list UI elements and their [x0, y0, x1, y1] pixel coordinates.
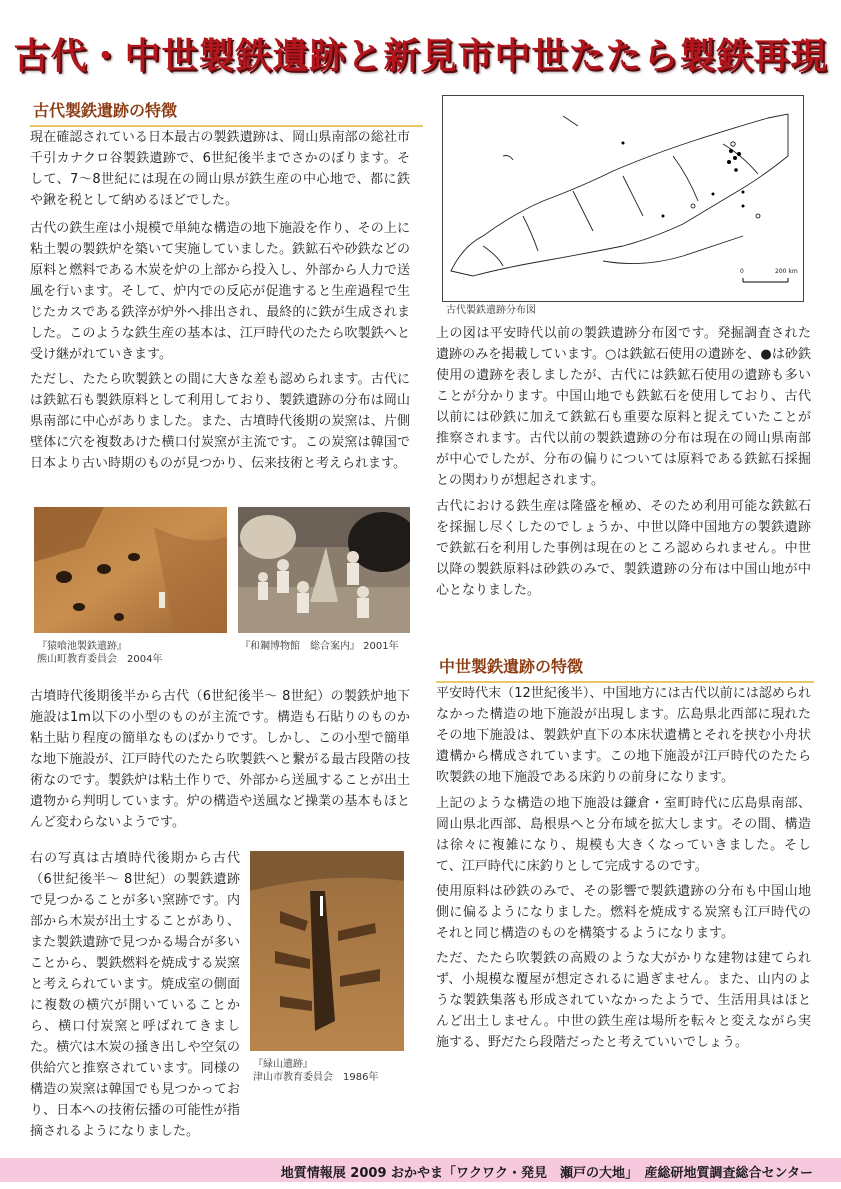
- caption-line: 熊山町教育委員会 2004年: [37, 654, 163, 665]
- map-scale-start: 0: [740, 268, 744, 275]
- paragraph: ただし、たたら吹製鉄との間に大きな差も認められます。古代には鉄鉱石も製鉄原料として利用しており、製鉄遺跡の分布は岡山県南部に中心がありました。また、古墳時代後期の炭窯は、片側壁体に穴を複数あけた横口付炭窯が主流です。この炭窯は韓国で日本より古い時期のものが見つかり、伝来技術と考えられます。: [30, 372, 410, 471]
- iron-site-distribution-map: [442, 95, 804, 302]
- photo-caption: 『和鋼博物館 総合案内』 2001年: [240, 641, 399, 652]
- paragraph: 上の図は平安時代以前の製鉄遺跡分布図です。発掘調査された遺跡のみを掲載しています。○は鉄鉱石使用の遺跡を、●は砂鉄使用の遺跡を表しましたが、古代には鉄鉱石使用の遺跡も多いことが分かります。中国山地でも鉄鉱石を使用しており、古代以前には砂鉄に加えて鉄鉱石も重要な原料と捉えていたことが推察されます。古代以前の製鉄遺跡の分布は現在の岡山県南部が中心でしたが、分布の偏りについては原料である鉄鉱石採掘との関わりが想起されます。: [436, 326, 811, 488]
- paragraph: 使用原料は砂鉄のみで、その影響で製鉄遺跡の分布も中国山地側に偏るようになりました。燃料を焼成する炭窯も江戸時代のそれと同じ構造のものを構築するようになります。: [436, 884, 811, 941]
- footer-text: 地質情報展 2009 おかやま「ワクワク・発見 瀬戸の大地」 産総研地質調査総合センター: [280, 1166, 813, 1181]
- map-caption: 古代製鉄遺跡分布図: [446, 305, 536, 316]
- paragraph: 右の写真は古墳時代後期から古代（6世紀後半～ 8世紀）の製鉄遺跡で見つかることが多い窯跡です。内部から木炭が出土することがあり、また製鉄遺跡で見つかる場合が多いことから、製鉄燃料を焼成する炭窯と考えられています。焼成室の側面に複数の横穴が開いていることから、横口付炭窯と呼ばれてきました。横穴は木炭の掻き出しや空気の供給穴と推察されています。同様の構造の炭窯は韓国でも見つかっており、日本への技術伝播の可能性が指摘されるようになりました。: [30, 851, 240, 1139]
- paragraph: 平安時代末（12世紀後半）、中国地方には古代以前には認められなかった構造の地下施設が出現します。広島県北西部に現れたその地下施設は、製鉄炉直下の本床状遺構とそれを挟む小舟状遺構から構成されています。この地下施設が江戸時代のたたら吹製鉄の地下施設である床釣りの前身になります。: [436, 686, 811, 785]
- photo-wako-museum-diorama: [238, 507, 410, 633]
- photo-sarubami-site: [34, 507, 227, 633]
- photo-midoriyama-site: [250, 851, 404, 1051]
- paragraph: 古代の鉄生産は小規模で単純な構造の地下施設を作り、その上に粘土製の製鉄炉を築いて実施していました。鉄鉱石や砂鉄などの原料と燃料である木炭を炉の上部から投入し、外部から人力で送風を行います。そして、炉内での反応が促進すると生産過程で生じたカスである鉄滓が炉外へ排出され、最終的に鉄が生成されました。このような鉄生産の基本は、江戸時代のたたら吹製鉄へと受け継がれていきます。: [30, 221, 410, 362]
- paragraph: 上記のような構造の地下施設は鎌倉・室町時代に広島県南部、岡山県北西部、島根県へと分布域を拡大します。その間、構造は徐々に複雑になり、規模も大きくなっていきました。そして、江戸時代に床釣りとして完成するのです。: [436, 796, 811, 874]
- paragraph: 古墳時代後期後半から古代（6世紀後半～ 8世紀）の製鉄炉地下施設は1m以下の小型のものが主流です。構造も石貼りのものか粘土貼り程度の簡単なものばかりです。しかし、この小型で簡単な地下施設が、江戸時代のたたら吹製鉄へと繋がる最古段階の技術なのです。製鉄炉は粘土作りで、外部から送風することが出土遺物から判明しています。炉の構造や送風など操業の基本もほとんど変わらないようです。: [30, 689, 410, 830]
- paragraph: 現在確認されている日本最古の製鉄遺跡は、岡山県南部の総社市千引カナクロ谷製鉄遺跡で、6世紀後半までさかのぼります。そして、7～8世紀には現在の岡山県が鉄生産の中心地で、都に鉄や鍬を税として納めるほどでした。: [30, 130, 410, 208]
- page-title: 古代・中世製鉄遺跡と新見市中世たたら製鉄再現: [13, 36, 828, 77]
- caption-line: 津山市教育委員会 1986年: [253, 1072, 379, 1083]
- section-heading-medieval: 中世製鉄遺跡の特徴: [436, 654, 814, 683]
- map-scale-end: 200 km: [775, 268, 798, 275]
- caption-line: 『猿喰池製鉄遺跡』: [37, 641, 127, 652]
- photo-caption: [37, 640, 227, 666]
- footer-band: [0, 1158, 841, 1182]
- paragraph: 古代における鉄生産は隆盛を極め、そのため利用可能な鉄鉱石を採掘し尽くしたのでしょうか、中世以降中国地方の製鉄遺跡で鉄鉱石を利用した事例は現在のところ認められません。中世以降の製鉄原料は砂鉄のみで、製鉄遺跡の分布は中国山地が中心となりました。: [436, 499, 811, 598]
- section-heading-ancient: 古代製鉄遺跡の特徴: [30, 98, 423, 127]
- photo-caption: [253, 1058, 413, 1084]
- caption-line: 『緑山遺跡』: [253, 1059, 313, 1070]
- paragraph: ただ、たたら吹製鉄の高殿のような大がかりな建物は建てられず、小規模な覆屋が想定されるに過ぎません。また、山内のような製鉄集落も形成されていなかったようで、生活用具はほとんど出土しません。中世の鉄生産は場所を転々と変えながら実施する、野だたら段階だったと考えていいでしょう。: [436, 951, 811, 1050]
